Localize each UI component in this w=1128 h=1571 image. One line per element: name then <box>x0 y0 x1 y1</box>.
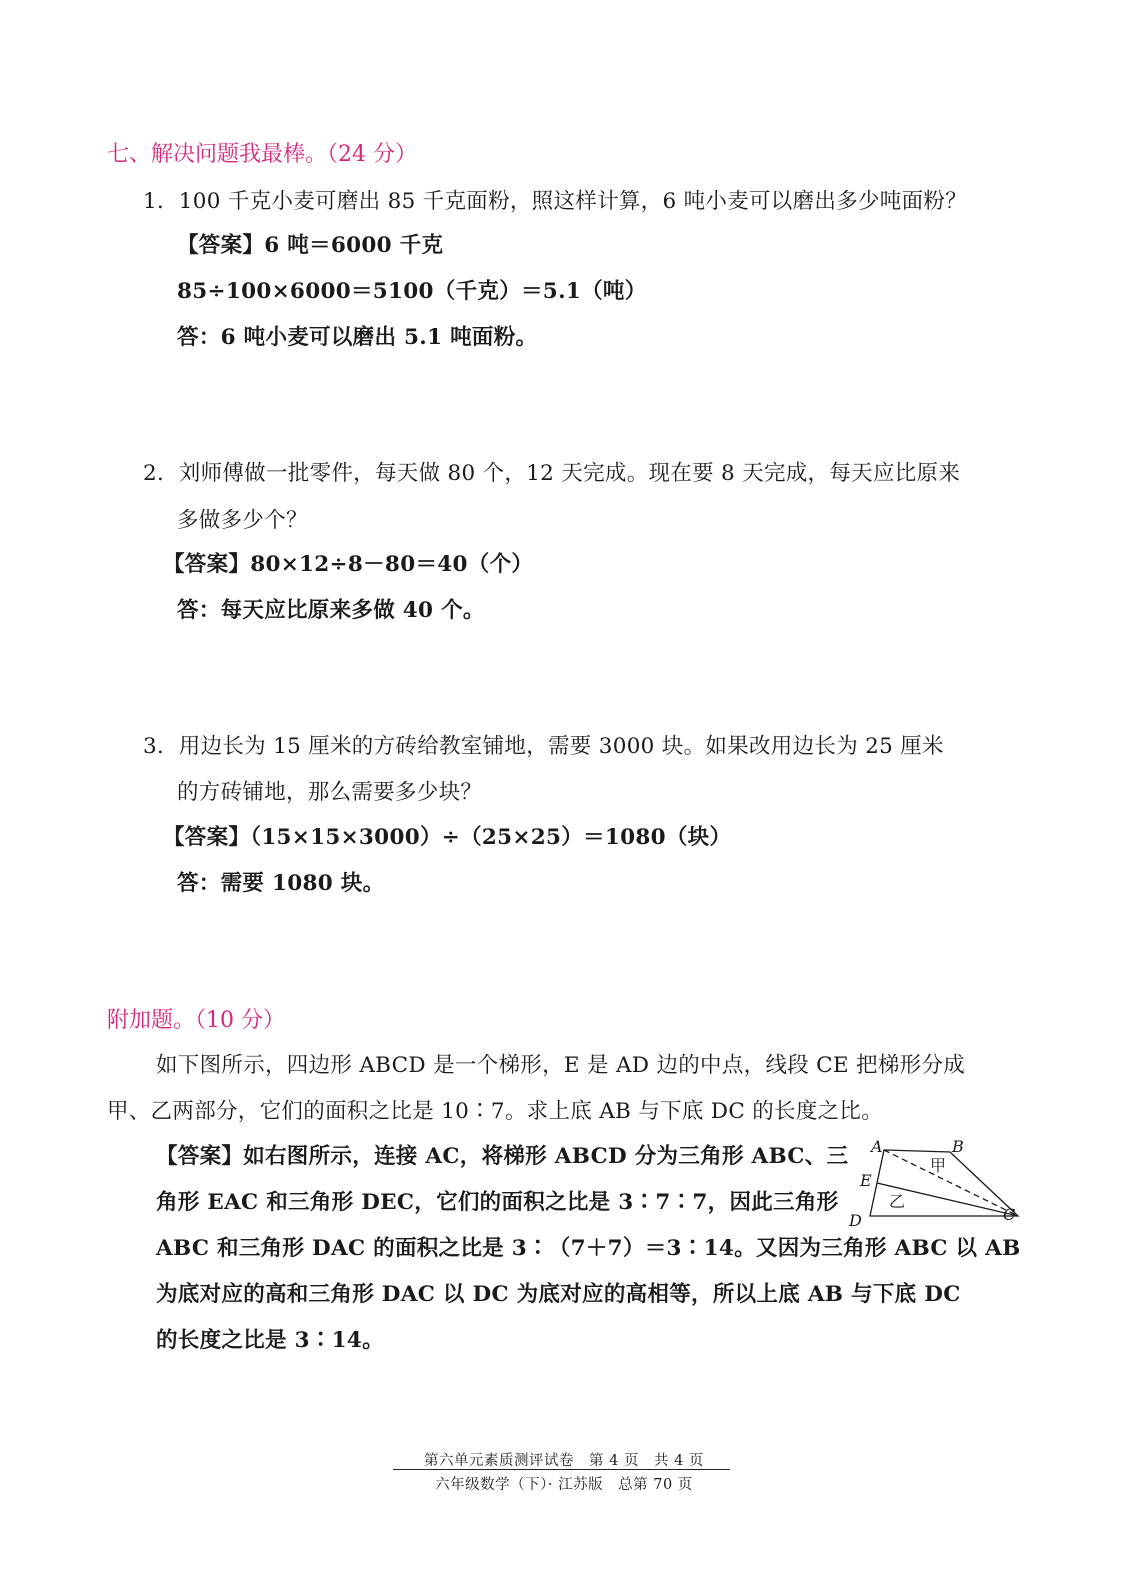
label-e: E <box>860 1171 872 1190</box>
trapezoid-figure <box>842 1130 1028 1230</box>
problem-2-answer-line: 【答案】80×12÷8－80＝40（个） <box>163 552 534 577</box>
bonus-title: 附加题。（10 分） <box>107 1008 285 1033</box>
problem-2-question: 多做多少个？ <box>177 508 308 533</box>
label-c: C <box>1003 1205 1016 1224</box>
footer-line-1: 第六单元素质测评试卷 第 4 页 共 4 页 <box>424 1453 704 1469</box>
problem-1-answer-line: 答：6 吨小麦可以磨出 5.1 吨面粉。 <box>177 325 538 350</box>
label-a: A <box>871 1137 883 1156</box>
bonus-question: 如下图所示，四边形 ABCD 是一个梯形，E 是 AD 边的中点，线段 CE 把梯形分成 <box>156 1053 966 1078</box>
footer-divider <box>393 1469 730 1470</box>
bonus-answer-line: 【答案】如右图所示，连接 AC，将梯形 ABCD 分为三角形 ABC、三 <box>156 1144 849 1169</box>
problem-1-answer-line: 85÷100×6000＝5100（千克）＝5.1（吨） <box>177 279 647 304</box>
label-b: B <box>952 1137 964 1156</box>
problem-3-answer-line: 【答案】（15×15×3000）÷（25×25）＝1080（块） <box>163 825 732 850</box>
problem-2-question: 2．刘师傅做一批零件，每天做 80 个，12 天完成。现在要 8 天完成，每天应比原来 <box>143 461 961 486</box>
problem-3-question: 的方砖铺地，那么需要多少块？ <box>177 780 483 805</box>
bonus-answer-line: 的长度之比是 3∶14。 <box>156 1328 384 1353</box>
problem-1-question: 1．100 千克小麦可磨出 85 千克面粉，照这样计算，6 吨小麦可以磨出多少吨面粉？ <box>143 189 967 214</box>
section-title: 七、解决问题我最棒。（24 分） <box>107 142 417 167</box>
problem-1-answer-line: 【答案】6 吨＝6000 千克 <box>177 233 444 258</box>
label-yi: 乙 <box>889 1192 906 1211</box>
problem-2-answer-line: 答：每天应比原来多做 40 个。 <box>177 598 485 623</box>
bonus-answer-line: 角形 EAC 和三角形 DEC，它们的面积之比是 3∶7∶7，因此三角形 <box>156 1190 839 1215</box>
footer-line-2: 六年级数学（下）· 江苏版 总第 70 页 <box>435 1477 693 1493</box>
label-jia: 甲 <box>930 1156 947 1175</box>
bonus-answer-line: ABC 和三角形 DAC 的面积之比是 3∶（7＋7）＝3∶14。又因为三角形 ABC 以 AB <box>156 1236 1021 1261</box>
bonus-answer-line: 为底对应的高和三角形 DAC 以 DC 为底对应的高相等，所以上底 AB 与下底 DC <box>156 1282 961 1307</box>
problem-3-answer-line: 答：需要 1080 块。 <box>177 871 385 896</box>
problem-3-question: 3．用边长为 15 厘米的方砖给教室铺地，需要 3000 块。如果改用边长为 25 厘米 <box>143 734 944 759</box>
label-d: D <box>849 1211 862 1230</box>
bonus-question: 甲、乙两部分，它们的面积之比是 10∶7。求上底 AB 与下底 DC 的长度之比。 <box>107 1099 884 1124</box>
